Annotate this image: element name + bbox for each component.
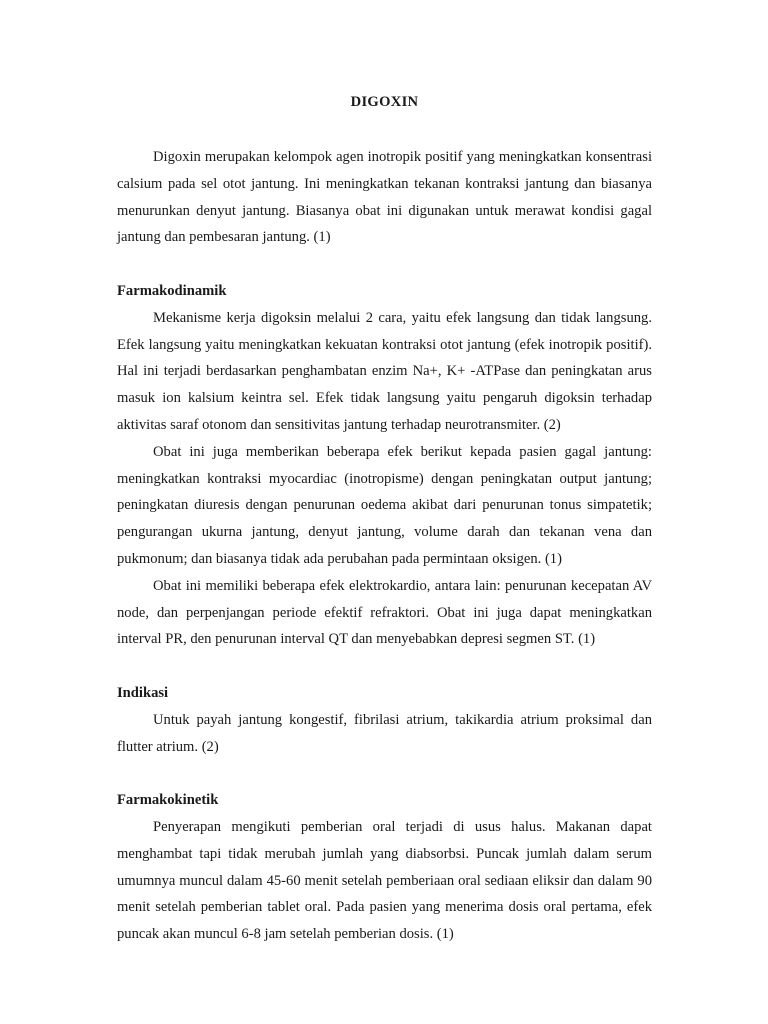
section-farmakokinetik (117, 787, 652, 948)
section-paragraph: Obat ini memiliki beberapa efek elektrokardio, antara lain: penurunan kecepatan AV node, dan perpenjangan periode efektif refraktori. Obat ini juga dapat meningkatkan interval PR, den penurunan interval QT dan menyebabkan depresi segmen ST. (1) (117, 577, 652, 648)
section-heading: Indikasi (117, 684, 169, 701)
section-paragraph: Penyerapan mengikuti pemberian oral terjadi di usus halus. Makanan dapat menghambat tapi tidak merubah jumlah yang diabsorbsi. Puncak jumlah dalam serum umumnya muncul dalam 45-60 menit setelah pemberiaan oral sediaan eliksir dan dalam 90 menit setelah pemberian tablet oral. Pada pasien yang menerima dosis oral pertama, efek puncak akan muncul 6-8 jam setelah pemberian dosis. (1) (117, 818, 652, 943)
section-paragraph: Mekanisme kerja digoksin melalui 2 cara, yaitu efek langsung dan tidak langsung. Efek langsung yaitu meningkatkan kekuatan kontraksi otot jantung (efek inotropik positif). Hal ini terjadi berdasarkan penghambatan enzim Na+, K+ -ATPase dan peningkatan arus masuk ion kalsium keintra sel. Efek tidak langsung yaitu pengaruh digoksin terhadap aktivitas saraf otonom dan sensitivitas jantung terhadap neurotransmiter. (2) (117, 309, 652, 433)
document-title: DIGOXIN (350, 94, 419, 110)
section-spacer (117, 653, 652, 680)
section-paragraph: Untuk payah jantung kongestif, fibrilasi atrium, takikardia atrium proksimal dan flutter atrium. (2) (117, 711, 652, 755)
section-spacer (117, 760, 652, 787)
document-page (117, 88, 652, 948)
intro-paragraph: Digoxin merupakan kelompok agen inotropik positif yang meningkatkan konsentrasi calsium pada sel otot jantung. Ini meningkatkan tekanan kontraksi jantung dan biasanya menurunkan denyut jantung. Biasanya obat ini digunakan untuk merawat kondisi gagal jantung dan pembesaran jantung. (1) (117, 149, 652, 246)
section-heading: Farmakodinamik (117, 282, 227, 299)
section-spacer (117, 251, 652, 278)
section-heading: Farmakokinetik (117, 792, 219, 809)
section-paragraph: Obat ini juga memberikan beberapa efek berikut kepada pasien gagal jantung: meningkatkan kontraksi myocardiac (inotropisme) dengan peningkatan output jantung; peningkatan diuresis dengan penurunan oedema akibat dari penurunan tonus simpatetik; pengurangan ukurna jantung, denyut jantung, volume darah dan tekanan vena dan pukmonum; dan biasanya tidak ada perubahan pada permintaan oksigen. (1) (117, 443, 652, 567)
section-farmakodinamik (117, 278, 652, 653)
title-spacer (117, 116, 652, 144)
section-indikasi (117, 680, 652, 760)
